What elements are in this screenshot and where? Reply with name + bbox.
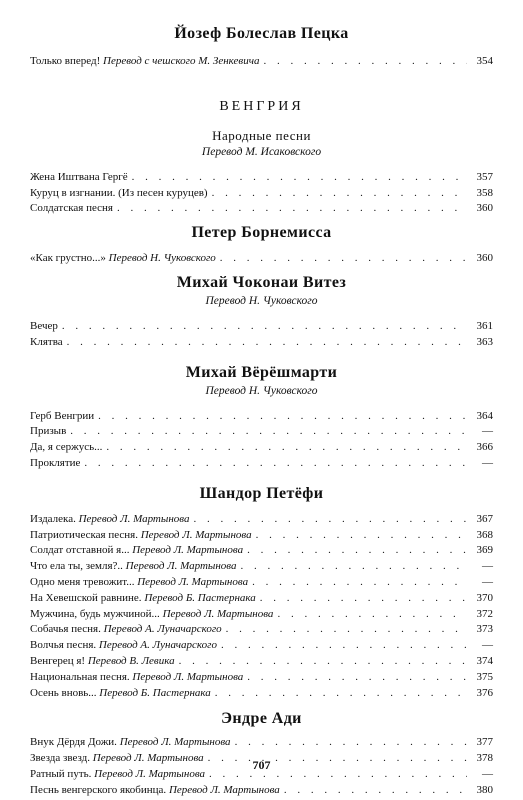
page-number: — <box>482 456 493 469</box>
entry-title: Мужчина, будь мужчиной... Перевод Л. Мартынова <box>30 607 274 620</box>
entry-title: Песнь венгерского якобинца. Перевод Л. Мартынова <box>30 783 280 796</box>
page-number: 378 <box>476 752 493 765</box>
page-number: 358 <box>476 186 493 199</box>
leader-dots <box>70 424 467 440</box>
entry-title: Куруц в изгнании. (Из песен куруцев) <box>30 186 208 199</box>
country-heading: ВЕНГРИЯ <box>219 98 304 114</box>
page-number: — <box>482 560 493 573</box>
section-heading: Народные песни <box>212 127 311 143</box>
page-number: 375 <box>476 670 493 683</box>
leader-dots <box>215 686 467 702</box>
leader-dots <box>117 201 467 217</box>
leader-dots <box>193 512 467 528</box>
leader-dots <box>226 622 467 638</box>
leader-dots <box>106 440 467 456</box>
entry-title: Венгерец я! Перевод В. Левика <box>30 654 175 667</box>
entry-title: Собачья песня. Перевод А. Луначарского <box>30 623 222 636</box>
toc-entry[interactable] <box>30 528 493 544</box>
entry-title: Волчья песня. Перевод А. Луначарского <box>30 639 217 652</box>
entry-title: Осень вновь... Перевод Б. Пастернака <box>30 686 211 699</box>
page-number: — <box>482 767 493 780</box>
page-number: 361 <box>476 319 493 332</box>
author-heading: Михай Чоконаи Витез <box>176 273 347 291</box>
toc-entry[interactable] <box>30 783 493 799</box>
toc-entry[interactable] <box>30 170 493 186</box>
toc-entry[interactable] <box>30 559 493 575</box>
page-number: 360 <box>476 202 493 215</box>
page-number: 369 <box>476 544 493 557</box>
entry-title: Одно меня тревожит... Перевод Л. Мартынова <box>30 575 249 588</box>
leader-dots <box>132 170 467 186</box>
page-number: 376 <box>476 686 493 699</box>
leader-dots <box>221 638 467 654</box>
entry-title: Да, я сержусь... <box>30 441 103 454</box>
page-number: 367 <box>476 512 493 525</box>
leader-dots <box>235 735 467 751</box>
toc-entry[interactable] <box>30 686 493 702</box>
toc-entry[interactable] <box>30 424 493 440</box>
toc-entry[interactable] <box>30 735 493 751</box>
entry-title: Патриотическая песня. Перевод Л. Мартынова <box>30 528 252 541</box>
toc-entry[interactable] <box>30 201 493 217</box>
page-number: 380 <box>476 783 493 796</box>
page-folio: 707 <box>252 758 271 772</box>
author-heading: Эндре Ади <box>221 710 302 728</box>
page-number: 372 <box>476 607 493 620</box>
entry-title: Только вперед! Перевод с чешского М. Зенкевича <box>30 55 260 67</box>
toc-entry[interactable] <box>30 638 493 654</box>
entry-title: Что ела ты, земля?.. Перевод Л. Мартынова <box>30 560 237 573</box>
toc-entry[interactable] <box>30 335 493 351</box>
entry-title: Издалека. Перевод Л. Мартынова <box>30 512 190 525</box>
page-number: 354 <box>476 55 493 67</box>
page-number: 368 <box>476 528 493 541</box>
page-number: 374 <box>476 654 493 667</box>
entry-title: Солдатская песня <box>30 202 113 215</box>
entry-title: Клятва <box>30 335 63 348</box>
leader-dots <box>263 54 467 70</box>
toc-entry[interactable] <box>30 456 493 472</box>
entry-title: Национальная песня. Перевод Л. Мартынова <box>30 670 244 683</box>
page-number: 370 <box>476 591 493 604</box>
toc-entry[interactable] <box>30 607 493 623</box>
toc-entry[interactable] <box>30 409 493 425</box>
leader-dots <box>284 783 467 799</box>
leader-dots <box>84 456 467 472</box>
entry-title: «Как грустно...» Перевод Н. Чуковского <box>30 252 216 265</box>
entry-title: Вечер <box>30 319 58 332</box>
leader-dots <box>247 670 467 686</box>
entry-title: Жена Иштвана Гергё <box>30 170 128 183</box>
toc-entry[interactable] <box>30 319 493 335</box>
entry-title: Звезда звезд. Перевод Л. Мартынова <box>30 752 204 765</box>
leader-dots <box>252 575 467 591</box>
entry-title: На Хевешской равнине. Перевод Б. Пастернака <box>30 591 256 604</box>
toc-entry[interactable] <box>30 622 493 638</box>
entry-title: Солдат отставной я... Перевод Л. Мартынова <box>30 544 244 557</box>
page-number: 357 <box>476 170 493 183</box>
page-number: 366 <box>476 441 493 454</box>
page-number: — <box>482 425 493 438</box>
author-heading: Йозеф Болеслав Пецка <box>174 25 349 42</box>
page-number: 377 <box>476 736 493 749</box>
page-number: 364 <box>476 409 493 422</box>
toc-entry[interactable] <box>30 670 493 686</box>
entry-title: Внук Дёрдя Дожи. Перевод Л. Мартынова <box>30 736 231 749</box>
page-number: — <box>482 575 493 588</box>
author-heading: Михай Вёрёшмарти <box>185 363 338 381</box>
leader-dots <box>277 607 467 623</box>
entry-title: Ратный путь. Перевод Л. Мартынова <box>30 767 206 780</box>
toc-entry[interactable] <box>30 591 493 607</box>
page-number: 363 <box>476 335 493 348</box>
leader-dots <box>62 319 467 335</box>
author-heading: Петер Борнемисса <box>191 224 332 242</box>
toc-entry[interactable] <box>30 654 493 670</box>
leader-dots <box>220 251 467 267</box>
author-heading: Шандор Петёфи <box>199 484 324 502</box>
petofi-entries <box>30 512 493 702</box>
page-number: 373 <box>476 623 493 636</box>
entry-title: Герб Венгрии <box>30 409 95 422</box>
entry-title: Призыв <box>30 425 67 438</box>
toc-entry[interactable] <box>30 575 493 591</box>
toc-entry[interactable] <box>30 543 493 559</box>
table-of-contents <box>30 24 493 799</box>
leader-dots <box>67 335 467 351</box>
page-number: — <box>482 639 493 652</box>
entry-title: Проклятие <box>30 456 81 469</box>
leader-dots <box>241 559 467 575</box>
leader-dots <box>260 591 467 607</box>
leader-dots <box>179 654 467 670</box>
leader-dots <box>247 543 467 559</box>
section-translator: Перевод М. Исаковского <box>201 145 322 158</box>
section-translator: Перевод Н. Чуковского <box>205 384 318 397</box>
toc-entry[interactable] <box>30 54 493 70</box>
leader-dots <box>212 186 467 202</box>
toc-entry[interactable] <box>30 251 493 267</box>
leader-dots <box>256 528 467 544</box>
toc-entry[interactable] <box>30 440 493 456</box>
toc-entry[interactable] <box>30 186 493 202</box>
toc-entry[interactable] <box>30 512 493 528</box>
section-translator: Перевод Н. Чуковского <box>205 294 318 307</box>
leader-dots <box>98 409 467 425</box>
page-number: 360 <box>476 252 493 265</box>
